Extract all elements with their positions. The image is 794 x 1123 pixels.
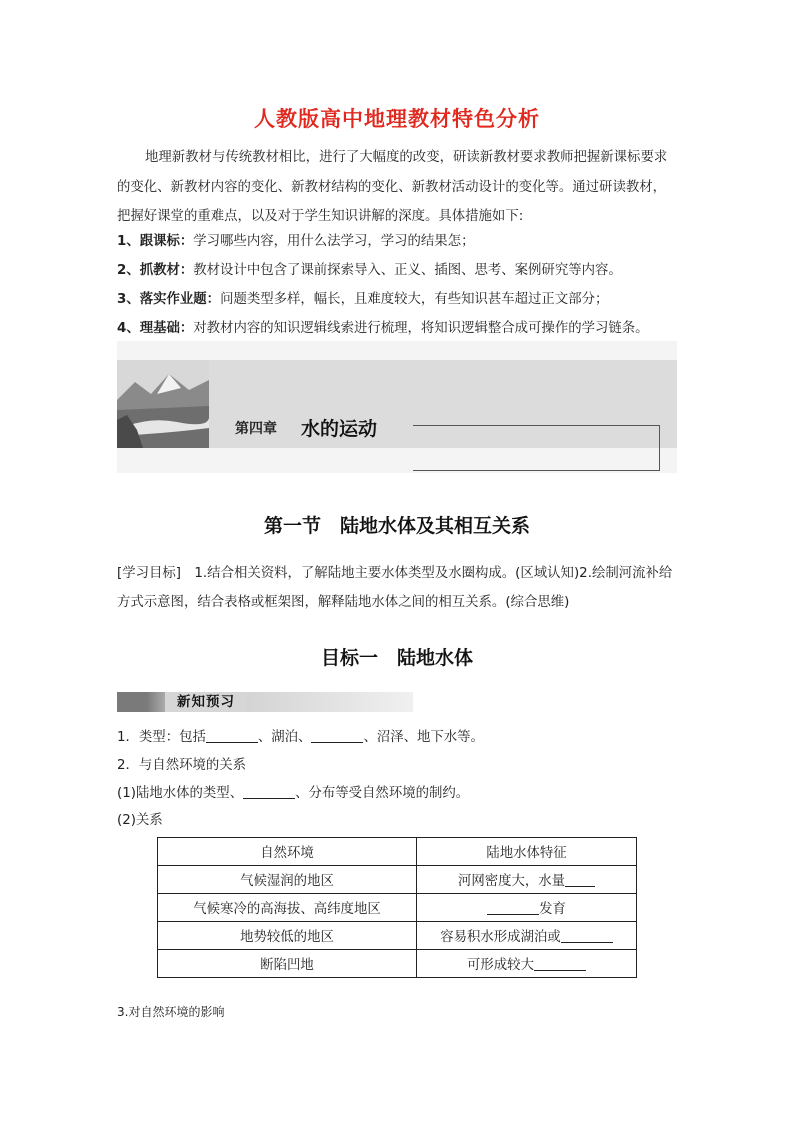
table-cell: 气候湿润的地区 — [158, 866, 417, 894]
measure-item — [117, 261, 717, 281]
measure-text: 问题类型多样，幅长，且难度较大，有些知识甚车超过正文部分； — [220, 292, 609, 307]
table-cell — [417, 866, 637, 894]
question-2-1 — [117, 784, 469, 804]
q1-text-c: 、沼泽、地下水等。 — [363, 730, 484, 745]
banner-divider — [413, 425, 660, 471]
learning-goals: [学习目标] 1.结合相关资料，了解陆地主要水体类型及水圈构成。(区域认知)2.绘制河流补给方式示意图，结合表格或框架图，解释陆地水体之间的相互关系。(综合思维) — [117, 566, 673, 610]
answer-blank[interactable] — [561, 928, 613, 943]
preview-label: 新知预习 — [165, 692, 247, 712]
table-cell — [417, 950, 637, 978]
question-2-2: (2)关系 — [117, 813, 163, 828]
chapter-banner-band — [117, 360, 677, 448]
table-cell — [417, 894, 637, 922]
answer-blank[interactable] — [487, 900, 539, 915]
table-cell: 气候寒冷的高海拔、高纬度地区 — [158, 894, 417, 922]
measure-label: 1、跟课标： — [117, 234, 194, 249]
target-title: 目标一 陆地水体 — [320, 647, 473, 669]
measure-text: 对教材内容的知识逻辑线索进行梳理，将知识逻辑整合成可操作的学习链条。 — [193, 321, 649, 336]
table-row — [158, 950, 637, 978]
chapter-name: 水的运动 — [301, 418, 378, 440]
measure-text: 学习哪些内容，用什么法学习，学习的结果怎； — [193, 234, 475, 249]
answer-blank[interactable] — [311, 728, 363, 743]
document-title: 人教版高中地理教材特色分析 — [254, 107, 540, 131]
q2-1-text-a: (1)陆地水体的类型、 — [117, 786, 244, 801]
measure-label: 2、抓教材： — [117, 263, 194, 278]
table-cell — [417, 922, 637, 950]
table-header-row — [158, 838, 637, 866]
chapter-banner — [117, 341, 677, 473]
answer-blank[interactable] — [206, 728, 258, 743]
table-cell-text: 河网密度大，水量 — [457, 874, 566, 889]
question-3: 3.对自然环境的影响 — [117, 1005, 225, 1019]
answer-blank[interactable] — [534, 956, 586, 971]
table-row — [158, 866, 637, 894]
answer-blank[interactable] — [565, 872, 595, 887]
q2-1-text-b: 、分布等受自然环境的制约。 — [295, 786, 470, 801]
question-2: 2．与自然环境的关系 — [117, 758, 247, 773]
table-cell-text: 发育 — [539, 902, 566, 917]
table-cell: 断陷凹地 — [158, 950, 417, 978]
measure-label: 4、理基础： — [117, 321, 194, 336]
answer-blank[interactable] — [243, 784, 295, 799]
measure-text: 教材设计中包含了课前探索导入、正义、插图、思考、案例研究等内容。 — [193, 263, 622, 278]
q1-text-b: 、湖泊、 — [257, 730, 312, 745]
intro-paragraph: 地理新教材与传统教材相比，进行了大幅度的改变，研读新教材要求教师把握新课标要求的变化、新教材内容的变化、新教材结构的变化、新教材活动设计的变化等。通过研读教材，把握好课堂的重难点，以及对于学生知识讲解的深度。具体措施如下: — [117, 150, 668, 224]
landscape-photo — [117, 360, 209, 448]
table-row — [158, 922, 637, 950]
table-header-cell: 自然环境 — [158, 838, 417, 866]
table-cell-text: 可形成较大 — [467, 958, 534, 973]
measure-item — [117, 290, 717, 310]
table-cell-text: 容易积水形成湖泊或 — [440, 930, 561, 945]
chapter-label: 第四章 — [235, 421, 277, 437]
measure-label: 3、落实作业题： — [117, 292, 221, 307]
q1-text-a: 1．类型：包括 — [117, 730, 206, 745]
measure-item — [117, 232, 717, 252]
table-cell: 地势较低的地区 — [158, 922, 417, 950]
preview-header — [117, 692, 413, 712]
table-row — [158, 894, 637, 922]
table-header-cell: 陆地水体特征 — [417, 838, 637, 866]
relation-table — [157, 837, 637, 978]
section-title: 第一节 陆地水体及其相互关系 — [263, 515, 530, 537]
measure-item — [117, 319, 717, 339]
question-1 — [117, 728, 484, 748]
